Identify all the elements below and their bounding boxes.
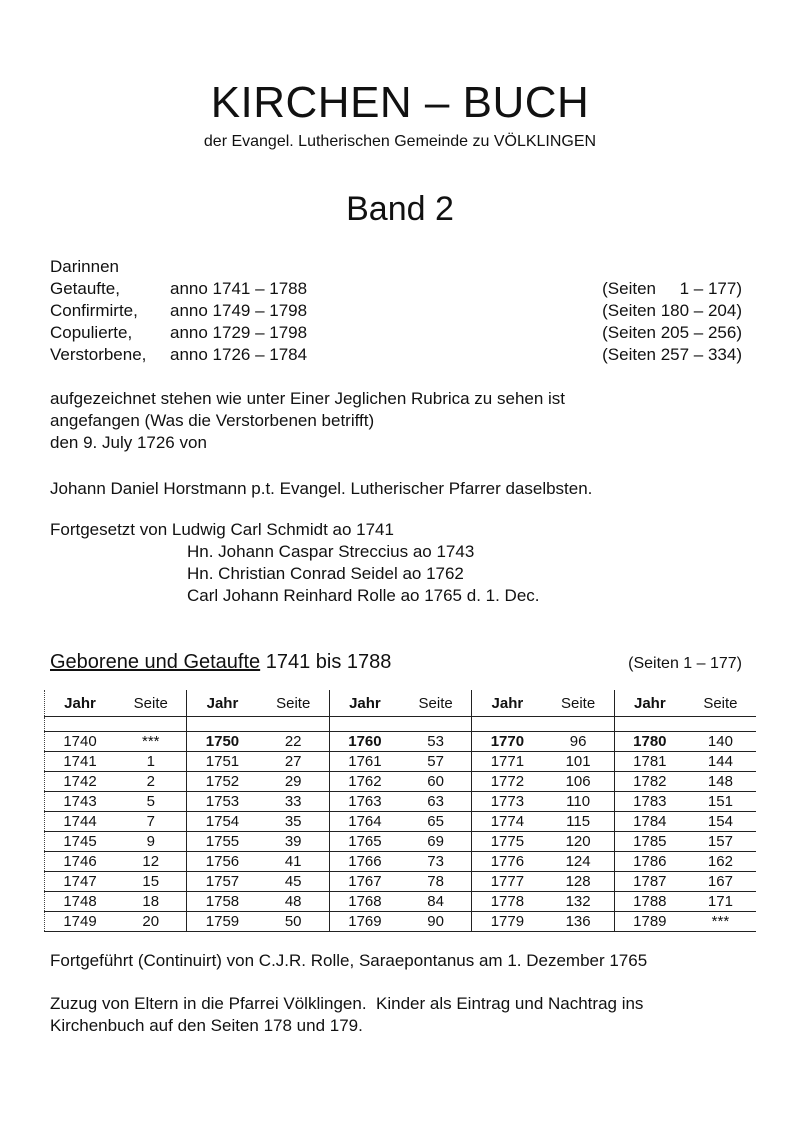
table-header-cell: Jahr — [472, 690, 543, 717]
table-header-cell: Seite — [257, 690, 329, 717]
table-row — [45, 872, 757, 892]
continuation-intro: Fortgesetzt von Ludwig Carl Schmidt ao 1741 — [50, 520, 394, 539]
table-header-cell: Jahr — [329, 690, 400, 717]
table-spacer-cell — [542, 717, 614, 732]
record-notes — [50, 388, 565, 454]
contents-intro: Darinnen — [50, 257, 119, 276]
contents-years: anno 1741 – 1788 — [170, 279, 308, 298]
band-heading: Band 2 — [346, 190, 454, 228]
year-cell: 1755 — [187, 832, 258, 852]
page-cell: 167 — [685, 872, 756, 892]
note-line: aufgezeichnet stehen wie unter Einer Jeglichen Rubrica zu sehen ist — [50, 389, 566, 408]
continuation-item: Carl Johann Reinhard Rolle ao 1765 d. 1. Dec. — [187, 586, 540, 605]
contents-pages: (Seiten 1 – 177) — [602, 279, 742, 298]
year-cell: 1752 — [187, 772, 258, 792]
page-cell: 124 — [542, 852, 614, 872]
page-cell: 35 — [257, 812, 329, 832]
table-row — [45, 812, 757, 832]
page-cell: 48 — [257, 892, 329, 912]
page-cell: 9 — [115, 832, 187, 852]
zuzug-line: Zuzug von Eltern in die Pfarrei Völklingen. Kinder als Eintrag und Nachtrag ins — [50, 994, 644, 1013]
year-cell: 1783 — [614, 792, 685, 812]
page-cell: 2 — [115, 772, 187, 792]
page-cell: 12 — [115, 852, 187, 872]
year-cell: 1779 — [472, 912, 543, 932]
year-cell: 1771 — [472, 752, 543, 772]
table-spacer-cell — [400, 717, 472, 732]
page-title: KIRCHEN – BUCH — [210, 78, 590, 127]
contents-years: anno 1729 – 1798 — [170, 323, 308, 342]
page-cell: 132 — [542, 892, 614, 912]
table-header-cell: Seite — [115, 690, 187, 717]
year-cell: 1789 — [614, 912, 685, 932]
zuzug-note — [50, 993, 643, 1037]
table-spacer-cell — [115, 717, 187, 732]
page-cell: 171 — [685, 892, 756, 912]
year-cell: 1746 — [45, 852, 116, 872]
page-cell: 33 — [257, 792, 329, 812]
page-cell: 69 — [400, 832, 472, 852]
page-cell: 39 — [257, 832, 329, 852]
year-cell: 1774 — [472, 812, 543, 832]
year-cell: 1762 — [329, 772, 400, 792]
table-header-cell: Jahr — [45, 690, 116, 717]
year-cell: 1787 — [614, 872, 685, 892]
table-spacer-cell — [472, 717, 543, 732]
contents-row — [50, 278, 750, 300]
table-row — [45, 792, 757, 812]
year-cell: 1763 — [329, 792, 400, 812]
page-cell: *** — [115, 732, 187, 752]
page-cell: 41 — [257, 852, 329, 872]
page-cell: 50 — [257, 912, 329, 932]
table-body — [45, 717, 757, 932]
table-spacer-cell — [614, 717, 685, 732]
page-cell: 53 — [400, 732, 472, 752]
table-header-cell: Jahr — [187, 690, 258, 717]
year-cell: 1742 — [45, 772, 116, 792]
continuation-list — [50, 519, 540, 607]
year-cell: 1780 — [614, 732, 685, 752]
page-cell: 136 — [542, 912, 614, 932]
pastor-line: Johann Daniel Horstmann p.t. Evangel. Lutherischer Pfarrer daselbsten. — [50, 479, 593, 498]
page-subtitle: der Evangel. Lutherischen Gemeinde zu VÖLKLINGEN — [203, 133, 597, 150]
page-cell: 90 — [400, 912, 472, 932]
page-cell: 84 — [400, 892, 472, 912]
year-cell: 1750 — [187, 732, 258, 752]
year-cell: 1765 — [329, 832, 400, 852]
year-cell: 1743 — [45, 792, 116, 812]
year-cell: 1772 — [472, 772, 543, 792]
year-cell: 1753 — [187, 792, 258, 812]
page-cell: 157 — [685, 832, 756, 852]
year-cell: 1766 — [329, 852, 400, 872]
page-cell: 45 — [257, 872, 329, 892]
year-cell: 1773 — [472, 792, 543, 812]
year-cell: 1751 — [187, 752, 258, 772]
section-pages: (Seiten 1 – 177) — [628, 655, 742, 672]
contents-pages: (Seiten 257 – 334) — [602, 345, 742, 364]
page-cell: 162 — [685, 852, 756, 872]
page-cell: 57 — [400, 752, 472, 772]
year-cell: 1760 — [329, 732, 400, 752]
note-line: angefangen (Was die Verstorbenen betrifft) — [50, 411, 375, 430]
year-cell: 1756 — [187, 852, 258, 872]
page-cell: 154 — [685, 812, 756, 832]
contents-row — [50, 344, 750, 366]
table-row — [45, 832, 757, 852]
year-cell: 1745 — [45, 832, 116, 852]
page-cell: 18 — [115, 892, 187, 912]
contents-row — [50, 300, 750, 322]
table-spacer-cell — [187, 717, 258, 732]
page-cell: 96 — [542, 732, 614, 752]
page-cell: 63 — [400, 792, 472, 812]
page-cell: 29 — [257, 772, 329, 792]
section-title — [50, 651, 391, 674]
table-row — [45, 852, 757, 872]
page-cell: 22 — [257, 732, 329, 752]
section-header — [50, 651, 742, 674]
page-cell: 60 — [400, 772, 472, 792]
page-cell: 110 — [542, 792, 614, 812]
page-cell: 148 — [685, 772, 756, 792]
table-header-cell: Seite — [400, 690, 472, 717]
continuation-item: Hn. Christian Conrad Seidel ao 1762 — [187, 564, 464, 583]
table-header-row — [45, 690, 757, 717]
year-cell: 1775 — [472, 832, 543, 852]
year-cell: 1747 — [45, 872, 116, 892]
year-cell: 1777 — [472, 872, 543, 892]
contents-pages: (Seiten 205 – 256) — [602, 323, 742, 342]
year-cell: 1767 — [329, 872, 400, 892]
table-spacer-cell — [257, 717, 329, 732]
year-cell: 1759 — [187, 912, 258, 932]
year-cell: 1749 — [45, 912, 116, 932]
section-title-years: 1741 bis 1788 — [260, 651, 392, 673]
zuzug-line: Kirchenbuch auf den Seiten 178 und 179. — [50, 1016, 363, 1035]
table-header-cell: Seite — [685, 690, 756, 717]
year-cell: 1758 — [187, 892, 258, 912]
year-cell: 1768 — [329, 892, 400, 912]
note-line: den 9. July 1726 von — [50, 433, 207, 452]
year-cell: 1782 — [614, 772, 685, 792]
year-cell: 1786 — [614, 852, 685, 872]
page-cell: 78 — [400, 872, 472, 892]
page-cell: 120 — [542, 832, 614, 852]
contents-years: anno 1726 – 1784 — [170, 345, 308, 364]
year-cell: 1784 — [614, 812, 685, 832]
year-cell: 1785 — [614, 832, 685, 852]
table-spacer-cell — [329, 717, 400, 732]
table-row — [45, 912, 757, 932]
year-cell: 1776 — [472, 852, 543, 872]
year-cell: 1764 — [329, 812, 400, 832]
contents-label: Getaufte, — [50, 279, 120, 298]
contents-list — [50, 256, 750, 366]
section-title-underlined: Geborene und Getaufte — [50, 651, 261, 673]
year-cell: 1769 — [329, 912, 400, 932]
year-cell: 1778 — [472, 892, 543, 912]
year-cell: 1754 — [187, 812, 258, 832]
year-cell: 1788 — [614, 892, 685, 912]
table-header-cell: Seite — [542, 690, 614, 717]
page-cell: 140 — [685, 732, 756, 752]
page-cell: 15 — [115, 872, 187, 892]
contents-label: Verstorbene, — [50, 345, 147, 364]
continuation-item: Hn. Johann Caspar Streccius ao 1743 — [187, 542, 475, 561]
page-cell: 1 — [115, 752, 187, 772]
year-page-table — [44, 690, 756, 932]
table-header-cell: Jahr — [614, 690, 685, 717]
year-cell: 1770 — [472, 732, 543, 752]
year-cell: 1741 — [45, 752, 116, 772]
table-row — [45, 892, 757, 912]
year-cell: 1740 — [45, 732, 116, 752]
table-row — [45, 732, 757, 752]
page-cell: 5 — [115, 792, 187, 812]
page-cell: *** — [685, 912, 756, 932]
page-cell: 128 — [542, 872, 614, 892]
contents-row — [50, 322, 750, 344]
year-cell: 1744 — [45, 812, 116, 832]
table-row — [45, 752, 757, 772]
page-cell: 106 — [542, 772, 614, 792]
table-spacer-cell — [685, 717, 756, 732]
year-cell: 1761 — [329, 752, 400, 772]
table-spacer-cell — [45, 717, 116, 732]
year-cell: 1757 — [187, 872, 258, 892]
contents-label: Copulierte, — [50, 323, 133, 342]
continued-line: Fortgeführt (Continuirt) von C.J.R. Rolle, Saraepontanus am 1. Dezember 1765 — [50, 951, 648, 970]
page-cell: 20 — [115, 912, 187, 932]
page-cell: 27 — [257, 752, 329, 772]
table-row — [45, 772, 757, 792]
page-cell: 115 — [542, 812, 614, 832]
year-cell: 1781 — [614, 752, 685, 772]
page-cell: 73 — [400, 852, 472, 872]
year-cell: 1748 — [45, 892, 116, 912]
page-cell: 7 — [115, 812, 187, 832]
table-spacer-row — [45, 717, 757, 732]
contents-label: Confirmirte, — [50, 301, 138, 320]
page-cell: 101 — [542, 752, 614, 772]
page-cell: 151 — [685, 792, 756, 812]
page-cell: 65 — [400, 812, 472, 832]
contents-pages: (Seiten 180 – 204) — [602, 301, 742, 320]
contents-years: anno 1749 – 1798 — [170, 301, 308, 320]
page-cell: 144 — [685, 752, 756, 772]
